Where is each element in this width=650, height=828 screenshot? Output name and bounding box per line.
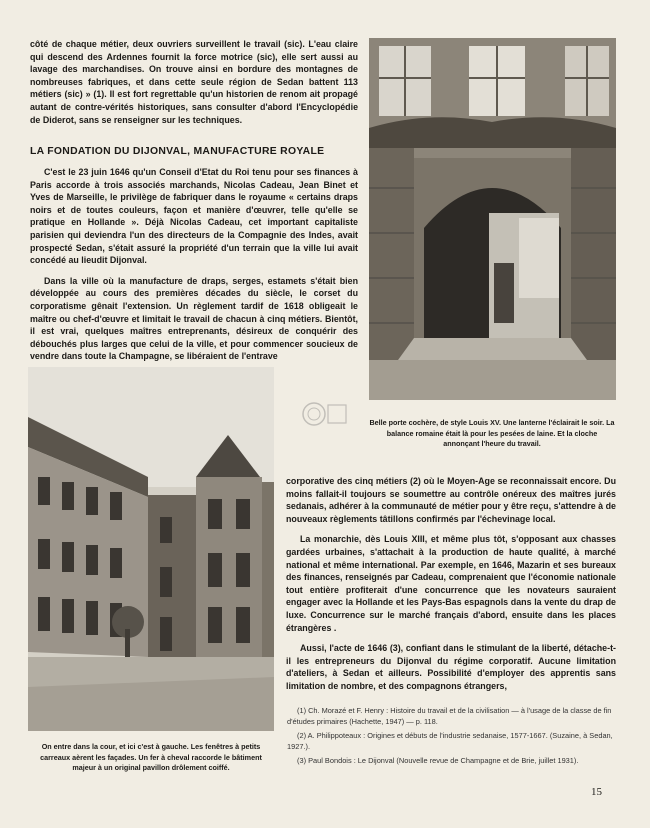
footnote: (1) Ch. Morazé et F. Henry : Histoire du travail et de la civilisation — à l'usage de la classe de fin d'études primaires (Hachette, 1947) — p. 118. [287, 706, 612, 726]
porte-cochere-photo [369, 38, 616, 400]
page-number: 15 [591, 786, 602, 798]
intro-text: côté de chaque métier, deux ouvriers surveillent le travail (sic). L'eau claire qui descend des Ardennes fournit la force motrice (sic), elle sert aussi au lavage des marchandises. On trouve ainsi en bordure des montagnes de nombreuses fabriques, et dans cette seule région de Sedan battent 113 métiers (sic) » (1). Il est fort regrettable qu'un historien de renom ait propagé autant de contre-vérités historiques, sans consulter d'abord l'Encyclopédie de Diderot, sans se renseigner sur les techniques. [30, 39, 358, 125]
body-paragraph: Dans la ville où la manufacture de draps, serges, estamets s'était bien développée au cours des premières décades du siècle, le corset du corporatisme gênait l'extension. Un règlement tardif de 1618 obligeait le maître ou chef-d'œuvre et limitait le travail de chacun à cinq métiers. Bientôt, il est vrai, quelques maîtres entreprenants, désireux de conquérir des débouchés plus larges que celui de la ville, et pour commencer soucieux de vendre dans toute la Champagne, se libéraient de l'entrave [30, 275, 358, 362]
footnotes [287, 706, 617, 771]
footnote: (2) A. Philippoteaux : Origines et débuts de l'industrie sedanaise, 1577-1667. (Suzaine, à Sedan, 1927.). [287, 731, 613, 751]
section-title: LA FONDATION DU DIJONVAL, MANUFACTURE ROYALE [30, 146, 325, 157]
body-paragraph: Aussi, l'acte de 1646 (3), confiant dans le stimulant de la liberté, détache-t-il les entrepreneurs du Dijonval du régime corporatif. Aucune limitation d'ateliers, à Sedan et ailleurs. Possibilité d'employer des apprentis sans limitation de nombre, et des compagnons étrangers, [286, 643, 616, 691]
intro-paragraph [30, 38, 358, 134]
courtyard-caption: On entre dans la cour, et ici c'est à gauche. Les fenêtres à petits carreaux aèrent les façades. Un fer à cheval raccorde le bâtiment majeur à un original pavillon drôlement coiffé. [40, 742, 262, 772]
footnote: (3) Paul Bondois : Le Dijonval (Nouvelle revue de Champagne et de Brie, juillet 1931). [297, 756, 579, 766]
body-paragraph: corporative des cinq métiers (2) où le Moyen-Age se reconnaissait encore. Du moins fallait-il toujours se soumettre au contrôle onéreux des maîtres jurés sedanais, adhérer à la communauté de métier pour y être reçu, s'attendre à de nouveaux règlements tâtillons confirmés par l'échevinage local. [286, 476, 616, 524]
library-stamp-icon [300, 397, 348, 431]
body-paragraph: La monarchie, dès Louis XIII, et même plus tôt, s'opposant aux chasses gardées urbaines, s'attachait à la production de haute qualité, à marché national et même international. Par exemple, en 1646, Mazarin et ses bureaux des finances, renseignés par Cadeau, comprenaient que l'économie nationale tout entière profiterait d'une concurrence que les novateurs sauraient engager avec la Hollande et les Pays-Bas espagnols dans la vente du drap de luxe. Concurrence sur le marché français d'abord, ensuite dans les places étrangères . [286, 534, 616, 633]
left-column [30, 166, 358, 371]
body-paragraph: C'est le 23 juin 1646 qu'un Conseil d'Etat du Roi tenu pour ses finances à Paris accorde à trois associés marchands, Nicolas Cadeau, Jean Binet et Yves de Marseille, le privilège de fabriquer dans le royaume « certains draps noirs et de toutes couleurs, façon et manière d'œuvrer, telle qu'elle se pratique en Hollande ». Déjà Nicolas Cadeau, cet important capitaliste parisien qui deviendra l'un des directeurs de la Compagnie des Indes, avait prospecté Sedan, s'était assuré la propriété d'un terrain que la ville lui avait concédé au lieudit Dijonval. [30, 167, 358, 266]
right-column [286, 475, 616, 701]
porte-caption: Belle porte cochère, de style Louis XV. Une lanterne l'éclairait le soir. La balance romaine était là pour les pesées de laine. Et la cloche annonçant l'heure du travail. [369, 418, 615, 448]
courtyard-photo [28, 367, 274, 731]
